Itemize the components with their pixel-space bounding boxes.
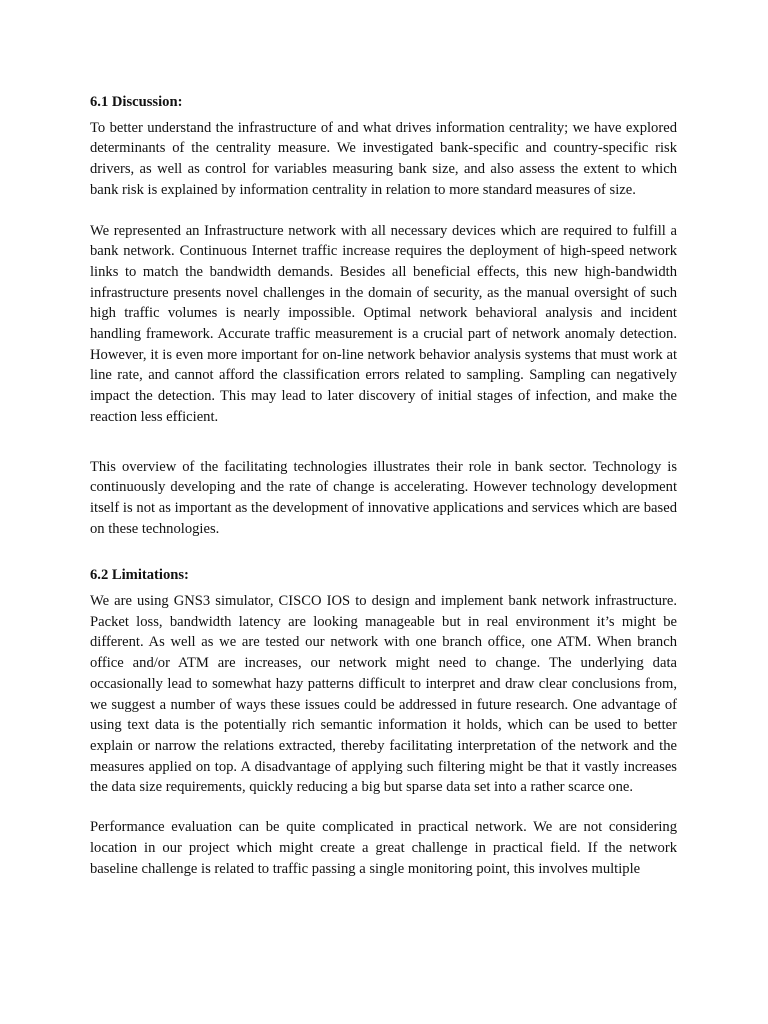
document-page — [90, 92, 677, 879]
section-heading-limitations: 6.2 Limitations: — [90, 567, 189, 584]
paragraph-discussion-1: To better understand the infrastructure of and what drives information centrality; we have explored determinants of the centrality measure. We investigated bank-specific and country-specific risk drivers, as well as control for variables measuring bank size, and also assess the extent to which bank risk is explained by information centrality in relation to more standard measures of size. — [90, 119, 677, 198]
section-heading-discussion: 6.1 Discussion: — [90, 94, 183, 110]
paragraph-limitations-2: Performance evaluation can be quite complicated in practical network. We are not considering location in our project which might create a great challenge in practical field. If the network baseline challenge is related to traffic passing a single monitoring point, this involves multiple — [90, 819, 677, 877]
paragraph-discussion-2: We represented an Infrastructure network with all necessary devices which are required to fulfill a bank network. Continuous Internet traffic increase requires the deployment of high-speed network links to match the bandwidth demands. Besides all beneficial effects, this new high-bandwidth infrastructure presents novel challenges in the domain of security, as the manual oversight of such high traffic volumes is nearly impossible. Optimal network behavioral analysis and incident handling framework. Accurate traffic measurement is a crucial part of network anomaly detection. However, it is even more important for on-line network behavior analysis systems that must work at line rate, and cannot afford the classification errors related to sampling. Sampling can negatively impact the detection. This may lead to later discovery of initial stages of infection, and make the reaction less efficient. — [90, 222, 677, 425]
paragraph-discussion-3: This overview of the facilitating technologies illustrates their role in bank sector. Technology is continuously developing and the rate of change is accelerating. However technology development itself is not as important as the development of innovative applications and services which are based on these technologies. — [90, 458, 677, 537]
paragraph-limitations-1: We are using GNS3 simulator, CISCO IOS to design and implement bank network infrastructure. Packet loss, bandwidth latency are looking manageable but in real environment it’s might be different. As well as we are tested our network with one branch office, one ATM. When branch office and/or ATM are increases, our network might need to change. The underlying data occasionally lead to somewhat hazy patterns difficult to interpret and draw clear conclusions from, we suggest a number of ways these issues could be addressed in future research. One advantage of using text data is the potentially rich semantic information it holds, which can be used to better explain or narrow the relations extracted, thereby facilitating interpretation of the network and the measures applied on top. A disadvantage of applying such filtering might be that it vastly increases the data size requirements, quickly reducing a big but sparse data set into a rather scarce one. — [90, 593, 677, 796]
